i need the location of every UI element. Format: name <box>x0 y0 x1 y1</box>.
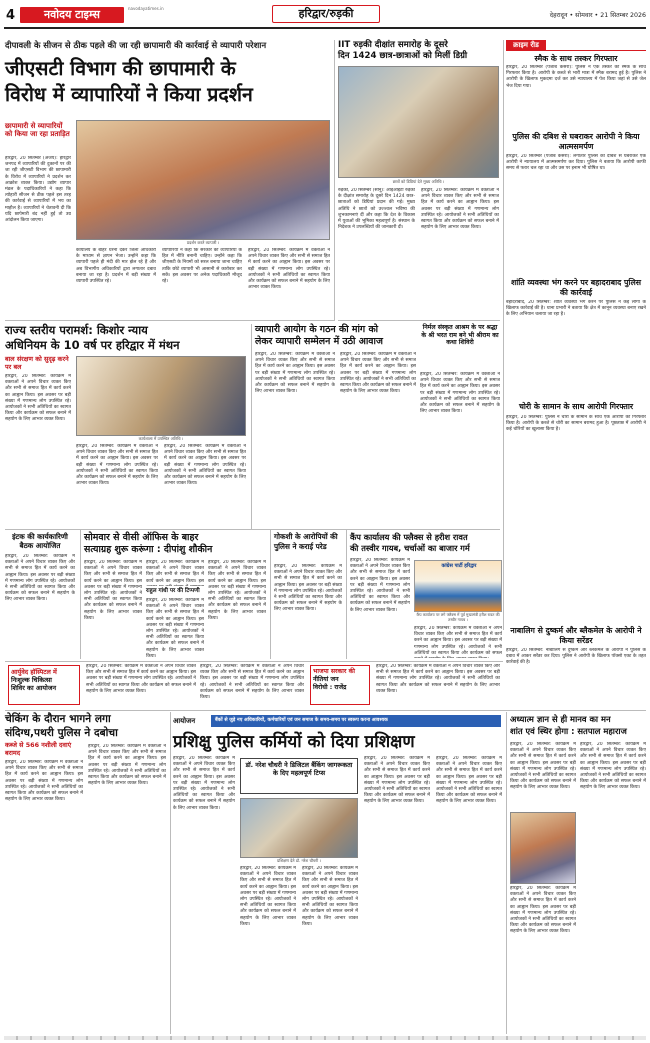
spiritual-headline-line-1: अध्यात्म ज्ञान से ही मानव का मन <box>510 714 611 724</box>
spiritual-text-col-2: हरिद्वार, 20 सितम्बर: कार्यक्रम में वक्ताओं ने अपने विचार व्यक्त किए और सभी से समाज हित में कार्य करने का आह्वान किया। इस अवसर पर बड़ी संख्या में गणमान्य लोग उपस्थित रहे। आयोजकों ने सभी अतिथियों का स्वागत किया और कार्यक्रम को सफल बनाने में सहयोग के लिए आभार व्यक्त किया। <box>510 886 576 935</box>
crime-text-5: हरिद्वार, 20 सितम्बर: नाबालिग से दुष्कर्म और ब्लैकमेल के आरोपी ने पुलिस के दबाव में आकर सरेंडर कर दिया। पुलिस ने आरोपी के खिलाफ पॉक्सो एक्ट के तहत कार्रवाई की है। <box>506 648 646 666</box>
flex-headline-line-1: कैंप कार्यालय की फ्लैक्स से हरीश रावत <box>350 532 468 542</box>
iit-headline <box>338 40 498 62</box>
iit-photo <box>338 66 499 178</box>
juvenile-headline <box>5 323 255 353</box>
juvenile-text-col-1: हरिद्वार, 20 सितम्बर: कार्यक्रम में वक्ताओं ने अपने विचार व्यक्त किए और सभी से समाज हित में कार्य करने का आह्वान किया। इस अवसर पर बड़ी संख्या में गणमान्य लोग उपस्थित रहे। आयोजकों ने सभी अतिथियों का स्वागत किया और कार्यक्रम को सफल बनाने में सहयोग के लिए आभार व्यक्त किया। <box>5 374 71 423</box>
juvenile-headline-line-2: अधिनियम के 10 वर्ष पर हरिद्वार में मंथन <box>5 338 180 352</box>
iit-headline-line-2: दिन 1424 छात्र-छात्राओं को मिलीं डिग्री <box>338 51 468 61</box>
training-sub-box-text: डॉ. नरेश चौधरी ने डिजिटल बैंकिंग जागरूकता के दिए महत्वपूर्ण टिप्स <box>245 761 353 777</box>
training-text-col-5: हरिद्वार, 20 सितम्बर: कार्यक्रम में वक्ताओं ने अपने विचार व्यक्त किए और सभी से समाज हित में कार्य करने का आह्वान किया। इस अवसर पर बड़ी संख्या में गणमान्य लोग उपस्थित रहे। आयोजकों ने सभी अतिथियों का स्वागत किया और कार्यक्रम को सफल बनाने में सहयोग के लिए आभार व्यक्त किया। <box>436 756 502 805</box>
site-url: navodayatimes.in <box>128 6 164 11</box>
bjp-text-col-1: हरिद्वार, 20 सितम्बर: कार्यक्रम में वक्ताओं ने अपने विचार व्यक्त किए और सभी से समाज हित में कार्य करने का आह्वान किया। इस अवसर पर बड़ी संख्या में गणमान्य लोग उपस्थित रहे। आयोजकों ने सभी अतिथियों का स्वागत किया और कार्यक्रम को सफल बनाने में सहयोग के लिए आभार व्यक्त किया। <box>376 664 500 694</box>
nirmal-text: हरिद्वार, 20 सितम्बर: कार्यक्रम में वक्ताओं ने अपने विचार व्यक्त किए और सभी से समाज हित में कार्य करने का आह्वान किया। इस अवसर पर बड़ी संख्या में गणमान्य लोग उपस्थित रहे। आयोजकों ने सभी अतिथियों का स्वागत किया और कार्यक्रम को सफल बनाने में सहयोग के लिए आभार व्यक्त किया। <box>420 372 500 415</box>
somvar-text-col-2: हरिद्वार, 20 सितम्बर: कार्यक्रम में वक्ताओं ने अपने विचार व्यक्त किए और सभी से समाज हित में कार्य करने का आह्वान किया। इस <box>146 560 204 584</box>
checking-headline-line-1: चेकिंग के दौरान भागने लगा <box>5 713 111 725</box>
somvar-subhead: राहुल गांधी पर की टिप्पणी <box>146 588 200 594</box>
somvar-headline <box>84 532 264 556</box>
nirmal-headline: निर्मल संस्कृत आश्रम के पर श्रद्धा के श्री भरत राम बने भी श्रीराम का कथा शिविरी <box>421 324 499 347</box>
bjp-box <box>310 665 370 705</box>
lead-bullet: छापामारी से व्यापारियों को किया जा रहा प्रताड़ित <box>5 122 70 138</box>
ayurved-text-col-2: हरिद्वार, 20 सितम्बर: कार्यक्रम में वक्ताओं ने अपने विचार व्यक्त किए और सभी से समाज हित में कार्य करने का आह्वान किया। इस अवसर पर बड़ी संख्या में गणमान्य लोग उपस्थित रहे। आयोजकों ने सभी अतिथियों का स्वागत किया और कार्यक्रम को सफल बनाने में सहयोग के लिए आभार व्यक्त किया। <box>200 664 304 701</box>
crime-headline-3: शांति व्यवस्था भंग करने पर बहादराबाद पुलिस की कार्रवाई <box>510 278 642 297</box>
juvenile-photo-caption: कार्यशाला में उपस्थित अतिथि । <box>138 436 184 441</box>
crime-tag: क्राइम रीड <box>506 40 546 51</box>
intuc-text: हरिद्वार, 20 सितम्बर: कार्यक्रम में वक्ताओं ने अपने विचार व्यक्त किए और सभी से समाज हित में कार्य करने का आह्वान किया। इस अवसर पर बड़ी संख्या में गणमान्य लोग उपस्थित रहे। आयोजकों ने सभी अतिथियों का स्वागत किया और कार्यक्रम को सफल बनाने में सहयोग के लिए आभार व्यक्त किया। <box>5 554 75 603</box>
crime-headline-2: पुलिस की दबिश से घबराकर आरोपी ने किया आत्मसमर्पण <box>512 132 640 151</box>
crime-headline-1: स्मैक के साथ तस्कर गिरफ्तार <box>534 54 618 63</box>
section-name: हरिद्वार/रुड़की <box>272 5 380 23</box>
checking-text-col-2: हरिद्वार, 20 सितम्बर: कार्यक्रम में वक्ताओं ने अपने विचार व्यक्त किए और सभी से समाज हित में कार्य करने का आह्वान किया। इस अवसर पर बड़ी संख्या में गणमान्य लोग उपस्थित रहे। आयोजकों ने सभी अतिथियों का स्वागत किया और कार्यक्रम को सफल बनाने में सहयोग के लिए आभार व्यक्त किया। <box>88 744 166 787</box>
somvar-text-col-1: हरिद्वार, 20 सितम्बर: कार्यक्रम में वक्ताओं ने अपने विचार व्यक्त किए और सभी से समाज हित में कार्य करने का आह्वान किया। इस अवसर पर बड़ी संख्या में गणमान्य लोग उपस्थित रहे। आयोजकों ने सभी अतिथियों का स्वागत किया और कार्यक्रम को सफल बनाने में सहयोग के लिए आभार व्यक्त किया। <box>84 560 142 621</box>
lead-headline-line-2: विरोध में व्यापारियों ने किया प्रदर्शन <box>5 83 253 106</box>
iit-headline-line-1: IIT रुड़की दीक्षांत समारोह के दूसरे <box>338 40 448 50</box>
crime-text-2: हरिद्वार, 20 सितम्बर (पंजाब केसरी): लगातार पुलिस की दबिश से घबराकर एक आरोपी ने न्यायालय में आत्मसमर्पण कर दिया। पुलिस ने बताया कि आरोपी काफी समय से फरार चल रहा था और उस पर इनाम भी घोषित था। <box>506 154 646 172</box>
spiritual-photo <box>510 812 576 884</box>
cow-headline: गोकशी के आरोपियों की पुलिस ने कराई परेड <box>274 532 338 551</box>
footer-rule <box>4 1036 646 1040</box>
iit-photo-caption: छात्रों को डिग्रियां देते मुख्य अतिथि । <box>392 179 445 184</box>
checking-text-col-1: हरिद्वार, 20 सितम्बर: कार्यक्रम में वक्ताओं ने अपने विचार व्यक्त किए और सभी से समाज हित में कार्य करने का आह्वान किया। इस अवसर पर बड़ी संख्या में गणमान्य लोग उपस्थित रहे। आयोजकों ने सभी अतिथियों का स्वागत किया और कार्यक्रम को सफल बनाने में सहयोग के लिए आभार व्यक्त किया। <box>5 760 83 803</box>
training-text-col-4: हरिद्वार, 20 सितम्बर: कार्यक्रम में वक्ताओं ने अपने विचार व्यक्त किए और सभी से समाज हित में कार्य करने का आह्वान किया। इस अवसर पर बड़ी संख्या में गणमान्य लोग उपस्थित रहे। आयोजकों ने सभी अतिथियों का स्वागत किया और कार्यक्रम को सफल बनाने में सहयोग के लिए आभार व्यक्त किया। <box>364 756 430 805</box>
juvenile-bullet: बाल संरक्षण को सुदृढ़ करने पर बल <box>5 355 69 371</box>
bjp-line-1: भाजपा सरकार की <box>313 668 355 675</box>
training-photo <box>240 798 358 858</box>
crime-headline-4: चोरी के सामान के साथ आरोपी गिरफ्तार <box>518 402 634 411</box>
lead-text-col-3: व्यापारियों ने कहा कि सरकार को व्यापारियों के हित में नीति बनानी चाहिए। उन्होंने कहा कि जीएसटी के नियमों को सरल बनाया जाना चाहिए ताकि छोटे व्यापारी भी आसानी से कारोबार कर सकें। इस अवसर पर अनेक पदाधिकारी मौजूद रहे। <box>162 248 242 285</box>
iit-text-col-1: रुड़की, 20 सितम्बर (सोनू): आईआईटी रुड़की के दीक्षांत समारोह के दूसरे दिन 1424 छात्र-छात्राओं को डिग्रियां प्रदान की गई। मुख्य अतिथि ने छात्रों को उज्ज्वल भविष्य की शुभकामनाएं दीं और कहा कि देश के विकास में युवाओं की भूमिका महत्वपूर्ण है। संस्थान के निदेशक ने उपलब्धियों की जानकारी दी। <box>338 188 415 231</box>
ayurved-line-3: शिविर का आयोजन <box>11 684 57 692</box>
flex-headline-line-2: की तस्वीर गायब, चर्चाओं का बाजार गर्म <box>350 542 470 553</box>
dateline: देहरादून • सोमवार • 21 सितम्बर 2026 <box>549 12 646 19</box>
bjp-line-2: नीतियां जन <box>313 676 339 683</box>
lead-kicker: दीपावली के सीजन से ठीक पहले की जा रही छापामारी की कार्रवाई से व्यापारी परेशान <box>5 40 267 50</box>
lead-text-col-1: हरिद्वार, 20 सितम्बर (अजय): हरिद्वार जनपद में व्यापारियों की दुकानों पर की जा रही जीएसटी विभाग की छापामारी के विरोध में व्यापारियों ने प्रदर्शन कर आक्रोश व्यक्त किया। उद्योग व्यापार मंडल के पदाधिकारियों ने कहा कि त्योहारी सीजन से ठीक पहले इस तरह की कार्रवाई से व्यापारियों में भय का माहौल है। व्यापारियों ने चेतावनी दी कि यदि छापेमारी बंद नहीं हुई तो उग्र आंदोलन किया जाएगा। <box>5 156 71 224</box>
juvenile-text-col-2: हरिद्वार, 20 सितम्बर: कार्यक्रम में वक्ताओं ने अपने विचार व्यक्त किए और सभी से समाज हित में कार्य करने का आह्वान किया। इस अवसर पर बड़ी संख्या में गणमान्य लोग उपस्थित रहे। आयोजकों ने सभी अतिथियों का स्वागत किया और कार्यक्रम को सफल बनाने में सहयोग के लिए आभार व्यक्त किया। <box>76 444 158 487</box>
lead-text-col-4: हरिद्वार, 20 सितम्बर: कार्यक्रम में वक्ताओं ने अपने विचार व्यक्त किए और सभी से समाज हित में कार्य करने का आह्वान किया। इस अवसर पर बड़ी संख्या में गणमान्य लोग उपस्थित रहे। आयोजकों ने सभी अतिथियों का स्वागत किया और कार्यक्रम को सफल बनाने में सहयोग के लिए आभार व्यक्त किया। <box>248 248 330 291</box>
training-sub-box <box>240 758 358 794</box>
flex-text-col-1: हरिद्वार, 20 सितम्बर: कार्यक्रम में वक्ताओं ने अपने विचार व्यक्त किए और सभी से समाज हित में कार्य करने का आह्वान किया। इस अवसर पर बड़ी संख्या में गणमान्य लोग उपस्थित रहे। आयोजकों ने सभी अतिथियों का स्वागत किया और कार्यक्रम को सफल बनाने में सहयोग के लिए आभार व्यक्त किया। <box>350 558 410 613</box>
training-photo-caption: प्रशिक्षण देते डॉ. नरेश चौधरी । <box>277 858 321 863</box>
juvenile-text-col-3: हरिद्वार, 20 सितम्बर: कार्यक्रम में वक्ताओं ने अपने विचार व्यक्त किए और सभी से समाज हित में कार्य करने का आह्वान किया। इस अवसर पर बड़ी संख्या में गणमान्य लोग उपस्थित रहे। आयोजकों ने सभी अतिथियों का स्वागत किया और कार्यक्रम को सफल बनाने में सहयोग के लिए आभार व्यक्त किया। <box>164 444 246 487</box>
traders-headline <box>255 324 415 348</box>
cow-text: हरिद्वार, 20 सितम्बर: कार्यक्रम में वक्ताओं ने अपने विचार व्यक्त किए और सभी से समाज हित में कार्य करने का आह्वान किया। इस अवसर पर बड़ी संख्या में गणमान्य लोग उपस्थित रहे। आयोजकों ने सभी अतिथियों का स्वागत किया और कार्यक्रम को सफल बनाने में सहयोग के लिए आभार व्यक्त किया। <box>274 564 342 613</box>
crime-text-3: बहादराबाद, 20 सितम्बर: शांति व्यवस्था भंग करने पर पुलिस ने कई लोगों के खिलाफ कार्रवाई की है। थाना प्रभारी ने बताया कि क्षेत्र में कानून व्यवस्था बनाए रखने के लिए अभियान चलाया जा रहा है। <box>506 300 646 318</box>
lead-photo-caption: प्रदर्शन करते व्यापारी । <box>186 240 220 245</box>
spiritual-headline <box>510 714 646 737</box>
lead-headline-line-1: जीएसटी विभाग की छापामारी के <box>5 57 236 80</box>
iit-text-col-2: हरिद्वार, 20 सितम्बर: कार्यक्रम में वक्ताओं ने अपने विचार व्यक्त किए और सभी से समाज हित में कार्य करने का आह्वान किया। इस अवसर पर बड़ी संख्या में गणमान्य लोग उपस्थित रहे। आयोजकों ने सभी अतिथियों का स्वागत किया और कार्यक्रम को सफल बनाने में सहयोग के लिए आभार व्यक्त किया। <box>421 188 499 231</box>
flex-headline <box>350 532 502 553</box>
bjp-line-3: विरोधी : राजेंद्र <box>313 684 347 691</box>
training-kicker-row <box>173 714 501 728</box>
crime-text-1: हरिद्वार, 20 सितम्बर (पंजाब केसरी): पुलिस ने एक तस्कर को स्मैक के साथ गिरफ्तार किया है। आरोपी के कब्जे से भारी मात्रा में स्मैक बरामद हुई है। पुलिस ने आरोपी के खिलाफ मुकदमा दर्ज कर उसे न्यायालय में पेश किया जहां से उसे जेल भेज दिया गया। <box>506 65 646 89</box>
flex-text-col-2: हरिद्वार, 20 सितम्बर: कार्यक्रम में वक्ताओं ने अपने विचार व्यक्त किए और सभी से समाज हित में कार्य करने का आह्वान किया। इस अवसर पर बड़ी संख्या में गणमान्य लोग उपस्थित रहे। आयोजकों ने सभी अतिथियों का स्वागत किया और कार्यक्रम को सफल <box>414 626 502 656</box>
crime-headline-5: नाबालिग से दुष्कर्म और ब्लैकमेल के आरोपी ने किया सरेंडर <box>510 626 642 645</box>
checking-headline-line-2: संदिग्ध,पथरी पुलिस ने दबोचा <box>5 727 118 739</box>
somvar-text-col-3: हरिद्वार, 20 सितम्बर: कार्यक्रम में वक्ताओं ने अपने विचार व्यक्त किए और सभी से समाज हित में कार्य करने का आह्वान किया। इस अवसर पर बड़ी संख्या में गणमान्य लोग उपस्थित रहे। आयोजकों ने सभी अतिथियों का स्वागत किया और कार्यक्रम को सफल बनाने में सहयोग के लिए आभार व्यक्त किया। <box>146 598 204 658</box>
flex-photo-caption: कैंप कार्यालय पर लगे फ्लैक्स में पूर्व मुख्यमंत्री हरीश रावत की तस्वीर गायब । <box>416 612 500 622</box>
somvar-headline-line-2: सत्याग्रह शुरू करूंगा : दीपांशु शौकीन <box>84 544 213 555</box>
training-text-col-1: हरिद्वार, 20 सितम्बर: कार्यक्रम में वक्ताओं ने अपने विचार व्यक्त किए और सभी से समाज हित में कार्य करने का आह्वान किया। इस अवसर पर बड़ी संख्या में गणमान्य लोग उपस्थित रहे। आयोजकों ने सभी अतिथियों का स्वागत किया और कार्यक्रम को सफल बनाने में सहयोग के लिए आभार व्यक्त किया। <box>173 756 235 811</box>
somvar-headline-line-1: सोमवार से वीसी ऑफिस के बाहर <box>84 532 199 543</box>
training-kicker-banner: बैंकों से जुड़े नए अधिकारियों, कर्मचारियों एवं जन समाज के समय-समय पर स्वरूप करना आवश्यक <box>211 715 501 727</box>
page-number: 4 <box>6 8 16 23</box>
spiritual-text-col-3: हरिद्वार, 20 सितम्बर: कार्यक्रम में वक्ताओं ने अपने विचार व्यक्त किए और सभी से समाज हित में कार्य करने का आह्वान किया। इस अवसर पर बड़ी संख्या में गणमान्य लोग उपस्थित रहे। आयोजकों ने सभी अतिथियों का स्वागत किया और कार्यक्रम को सफल बनाने में सहयोग के लिए आभार व्यक्त किया। <box>580 742 646 791</box>
crime-text-4: हरिद्वार, 20 सितम्बर: पुलिस ने चोरी के सामान के साथ एक आरोपी को गिरफ्तार किया है। आरोपी के कब्जे से चोरी का सामान बरामद हुआ है। पूछताछ में आरोपी ने कई चोरियों का खुलासा किया है। <box>506 415 646 433</box>
intuc-headline: इंटक की कार्यकारिणी बैठक आयोजित <box>12 532 68 550</box>
ayurved-box <box>8 665 80 705</box>
juvenile-photo <box>76 356 246 436</box>
traders-headline-line-1: व्यापारी आयोग के गठन की मांग को <box>255 324 379 335</box>
lead-headline <box>5 56 330 108</box>
spiritual-text-col-1: हरिद्वार, 20 सितम्बर: कार्यक्रम में वक्ताओं ने अपने विचार व्यक्त किए और सभी से समाज हित में कार्य करने का आह्वान किया। इस अवसर पर बड़ी संख्या में गणमान्य लोग उपस्थित रहे। आयोजकों ने सभी अतिथियों का स्वागत किया और कार्यक्रम को सफल बनाने में सहयोग के लिए आभार व्यक्त किया। <box>510 742 576 791</box>
training-headline: प्रशिक्षु पुलिस कर्मियों को दिया प्रशिक्षण <box>173 732 415 752</box>
lead-text-col-2: कार्यालय के बाहर धरना देकर जिला अधिकारी के माध्यम से ज्ञापन भेजा। उन्होंने कहा कि व्यापारी पहले ही मंदी की मार झेल रहे हैं और अब विभागीय अधिकारियों द्वारा लगातार दबाव बनाया जा रहा है। प्रदर्शन में बड़ी संख्या में व्यापारी उपस्थित रहे। <box>76 248 156 285</box>
training-text-col-3: हरिद्वार, 20 सितम्बर: कार्यक्रम में वक्ताओं ने अपने विचार व्यक्त किए और सभी से समाज हित में कार्य करने का आह्वान किया। इस अवसर पर बड़ी संख्या में गणमान्य लोग उपस्थित रहे। आयोजकों ने सभी अतिथियों का स्वागत किया और कार्यक्रम को सफल बनाने में सहयोग के लिए आभार व्यक्त किया। <box>302 866 358 927</box>
checking-bullet: कब्जे से 566 नशीली दवाएं बरामद <box>5 741 72 757</box>
traders-text-col-2: हरिद्वार, 20 सितम्बर: कार्यक्रम में वक्ताओं ने अपने विचार व्यक्त किए और सभी से समाज हित में कार्य करने का आह्वान किया। इस अवसर पर बड़ी संख्या में गणमान्य लोग उपस्थित रहे। आयोजकों ने सभी अतिथियों का स्वागत किया और कार्यक्रम को सफल बनाने में सहयोग के लिए आभार व्यक्त किया। <box>340 352 416 395</box>
lead-photo <box>76 120 330 240</box>
juvenile-headline-line-1: राज्य स्तरीय परामर्श: किशोर न्याय <box>5 323 148 337</box>
training-kicker: आयोजन <box>173 717 196 725</box>
masthead <box>0 0 650 36</box>
traders-headline-line-2: लेकर व्यापारी सम्मेलन में उठी आवाज <box>255 336 383 347</box>
brand-logo: नवोदय टाइम्स <box>20 7 124 23</box>
ayurved-line-2: निःशुल्क चिकित्सा <box>11 676 52 684</box>
spiritual-headline-line-2: शांत एवं स्थिर होगा : सतपाल महाराज <box>510 725 627 736</box>
traders-text-col-1: हरिद्वार, 20 सितम्बर: कार्यक्रम में वक्ताओं ने अपने विचार व्यक्त किए और सभी से समाज हित में कार्य करने का आह्वान किया। इस अवसर पर बड़ी संख्या में गणमान्य लोग उपस्थित रहे। आयोजकों ने सभी अतिथियों का स्वागत किया और कार्यक्रम को सफल बनाने में सहयोग के लिए आभार व्यक्त किया। <box>255 352 335 395</box>
checking-headline <box>5 712 165 740</box>
crime-column <box>506 40 646 705</box>
training-text-col-2: हरिद्वार, 20 सितम्बर: कार्यक्रम में वक्ताओं ने अपने विचार व्यक्त किए और सभी से समाज हित में कार्य करने का आह्वान किया। इस अवसर पर बड़ी संख्या में गणमान्य लोग उपस्थित रहे। आयोजकों ने सभी अतिथियों का स्वागत किया और कार्यक्रम को सफल बनाने में सहयोग के लिए आभार व्यक्त किया। <box>240 866 296 927</box>
somvar-text-col-4: हरिद्वार, 20 सितम्बर: कार्यक्रम में वक्ताओं ने अपने विचार व्यक्त किए और सभी से समाज हित में कार्य करने का आह्वान किया। इस अवसर पर बड़ी संख्या में गणमान्य लोग उपस्थित रहे। आयोजकों ने सभी अतिथियों का स्वागत किया और कार्यक्रम को सफल बनाने में सहयोग के लिए आभार व्यक्त किया। <box>208 560 266 621</box>
flex-poster <box>414 560 502 612</box>
ayurved-line-1: आर्युवेद हॉस्पिटल में <box>11 668 57 676</box>
flex-poster-text: कांग्रेस पार्टी हरिद्वार <box>441 563 477 569</box>
ayurved-text-col-1: हरिद्वार, 20 सितम्बर: कार्यक्रम में वक्ताओं ने अपने विचार व्यक्त किए और सभी से समाज हित में कार्य करने का आह्वान किया। इस अवसर पर बड़ी संख्या में गणमान्य लोग उपस्थित रहे। आयोजकों ने सभी अतिथियों का स्वागत किया और कार्यक्रम को सफल बनाने में सहयोग के लिए आभार व्यक्त किया। <box>86 664 196 694</box>
